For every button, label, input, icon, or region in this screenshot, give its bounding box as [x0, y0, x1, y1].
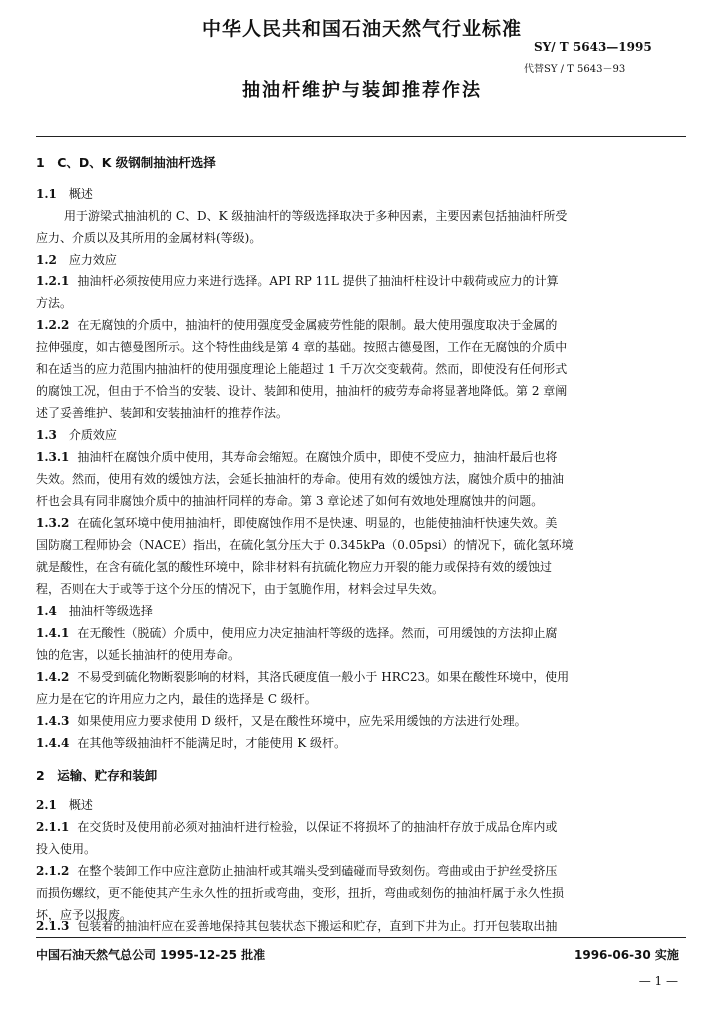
- clause-2-1-3: [36, 917, 557, 934]
- clause-number: 1.4.4: [36, 736, 70, 750]
- paragraph-line: 程，否则在大于或等于这个分压的情况下，由于氢脆作用，材料会过早失效。: [36, 582, 445, 596]
- paragraph-line: 在无腐蚀的介质中，抽油杆的使用强度受金属疲劳性能的限制。最大使用强度取决于金属的: [77, 318, 558, 332]
- paragraph-line: 和在适当的应力范围内抽油杆的使用强度理论上能超过 1 千万次交变载荷。然而，即使没有任何形式: [36, 362, 568, 376]
- clause-number: 1.3.2: [36, 516, 70, 530]
- clause-1-3-1: [36, 448, 557, 465]
- section-title: 概述: [68, 187, 93, 201]
- clause-1-2-2: [36, 316, 557, 333]
- standard-code: SY/ T 5643—1995: [534, 40, 652, 54]
- bottom-divider: [36, 937, 686, 938]
- paragraph-line: 投入使用。: [36, 842, 97, 856]
- section-1-3-heading: [36, 426, 117, 443]
- clause-1-4-1: [36, 624, 557, 641]
- clause-number: 1.4.3: [36, 714, 70, 728]
- paragraph-line: 抽油杆必须按使用应力来进行选择。API RP 11L 提供了抽油杆柱设计中载荷或应力的计算: [77, 274, 559, 288]
- section-number: 1.2: [36, 253, 57, 267]
- paragraph-line: 在整个装卸工作中应注意防止抽油杆或其端头受到磕碰而导致刻伤。弯曲或由于护丝受挤压: [77, 864, 558, 878]
- clause-1-2-1: [36, 272, 559, 289]
- section-number: 1.4: [36, 604, 57, 618]
- clause-number: 1.4.1: [36, 626, 70, 640]
- approval-date: 中国石油天然气总公司 1995-12-25 批准: [36, 948, 266, 962]
- section-title: 抽油杆等级选择: [68, 604, 153, 618]
- clause-number: 1.2.1: [36, 274, 70, 288]
- section-1-2-heading: [36, 251, 117, 268]
- paragraph-line: 在交货时及使用前必须对抽油杆进行检验，以保证不将损坏了的抽油杆存放于成品仓库内或: [77, 820, 558, 834]
- paragraph-line: 用于游梁式抽油机的 C、D、K 级抽油杆的等级选择取决于多种因素，主要因素包括抽油杆所受: [64, 209, 568, 223]
- clause-2-1-1: [36, 818, 557, 835]
- section-title: 介质效应: [68, 428, 117, 442]
- page-number: — 1 —: [638, 974, 678, 988]
- clause-number: 1.2.2: [36, 318, 70, 332]
- clause-1-4-4: [36, 734, 346, 751]
- paragraph-line: 抽油杆在腐蚀介质中使用，其寿命会缩短。在腐蚀介质中，即使不受应力，抽油杆最后也将: [77, 450, 558, 464]
- paragraph-line: 应力是在它的许用应力之内，最佳的选择是 C 级杆。: [36, 692, 317, 706]
- clause-2-1-2: [36, 862, 557, 879]
- clause-1-4-2: [36, 668, 569, 685]
- paragraph-line: 蚀的危害，以延长抽油杆的使用寿命。: [36, 648, 241, 662]
- replaces-code: 代替SY / T 5643－93: [524, 64, 626, 75]
- paragraph-line: 的腐蚀工况，但由于不恰当的安装、设计、装卸和使用，抽油杆的疲劳寿命将显著地降低。第 2 章阐: [36, 384, 568, 398]
- paragraph-line: 失效。然而，使用有效的缓蚀方法，会延长抽油杆的寿命。使用有效的缓蚀方法，腐蚀介质中的抽油: [36, 472, 565, 486]
- section-title: 应力效应: [68, 253, 117, 267]
- clause-number: 2.1.3: [36, 919, 70, 933]
- clause-number: 1.4.2: [36, 670, 70, 684]
- section-2-1-heading: [36, 796, 93, 813]
- section-1-1-heading: [36, 185, 93, 202]
- header-title: 中华人民共和国石油天然气行业标准: [201, 18, 522, 40]
- paragraph-line: 坏，应予以报废。: [36, 908, 133, 922]
- paragraph-line: 国防腐工程师协会（NACE）指出，在硫化氢分压大于 0.345kPa（0.05psi）的情况下，硫化氢环境: [36, 538, 574, 552]
- section-title: 概述: [68, 798, 93, 812]
- paragraph-line: 杆也会具有同非腐蚀介质中的抽油杆同样的寿命。第 3 章论述了如何有效地处理腐蚀井的问题。: [36, 494, 544, 508]
- paragraph-line: 不易受到硫化物断裂影响的材料，其洛氏硬度值一般小于 HRC23。如果在酸性环境中，使用: [77, 670, 570, 684]
- clause-number: 2.1.1: [36, 820, 70, 834]
- paragraph-line: 在硫化氢环境中使用抽油杆，即使腐蚀作用不是快速、明显的，也能使抽油杆快速失效。美: [77, 516, 558, 530]
- clause-1-4-3: [36, 712, 527, 729]
- clause-number: 1.3.1: [36, 450, 70, 464]
- document-title: 抽油杆维护与装卸推荐作法: [242, 80, 482, 101]
- section-1-4-heading: [36, 602, 153, 619]
- section-1-heading: 1 C、D、K 级钢制抽油杆选择: [36, 155, 216, 170]
- paragraph-line: 述了妥善维护、装卸和安装抽油杆的推荐作法。: [36, 406, 289, 420]
- section-number: 2.1: [36, 798, 57, 812]
- paragraph-line: 就是酸性，在含有硫化氢的酸性环境中，除非材料有抗硫化物应力开裂的能力或保持有效的缓蚀过: [36, 560, 553, 574]
- implementation-date: 1996-06-30 实施: [574, 948, 679, 962]
- paragraph-line: 在无酸性（脱硫）介质中，使用应力决定抽油杆等级的选择。然而，可用缓蚀的方法抑止腐: [77, 626, 558, 640]
- top-divider: [36, 136, 686, 137]
- paragraph-line: 在其他等级抽油杆不能满足时，才能使用 K 级杆。: [77, 736, 347, 750]
- paragraph-line: 包装着的抽油杆应在妥善地保持其包装状态下搬运和贮存，直到下井为止。打开包装取出抽: [77, 919, 558, 933]
- paragraph-line: 如果使用应力要求使用 D 级杆，又是在酸性环境中，应先采用缓蚀的方法进行处理。: [77, 714, 527, 728]
- section-number: 1.3: [36, 428, 57, 442]
- clause-number: 2.1.2: [36, 864, 70, 878]
- paragraph-line: 而损伤螺纹，更不能使其产生永久性的扭折或弯曲，变形，扭折，弯曲或刻伤的抽油杆属于永久性损: [36, 886, 565, 900]
- paragraph-line: 方法。: [36, 296, 73, 310]
- section-2-heading: 2 运输、贮存和装卸: [36, 768, 158, 783]
- paragraph-line: 应力、介质以及其所用的金属材料(等级)。: [36, 231, 262, 245]
- clause-1-3-2: [36, 514, 557, 531]
- section-number: 1.1: [36, 187, 57, 201]
- paragraph-line: 拉伸强度，如古德曼图所示。这个特性曲线是第 4 章的基础。按照古德曼图，工作在无腐蚀的介质中: [36, 340, 568, 354]
